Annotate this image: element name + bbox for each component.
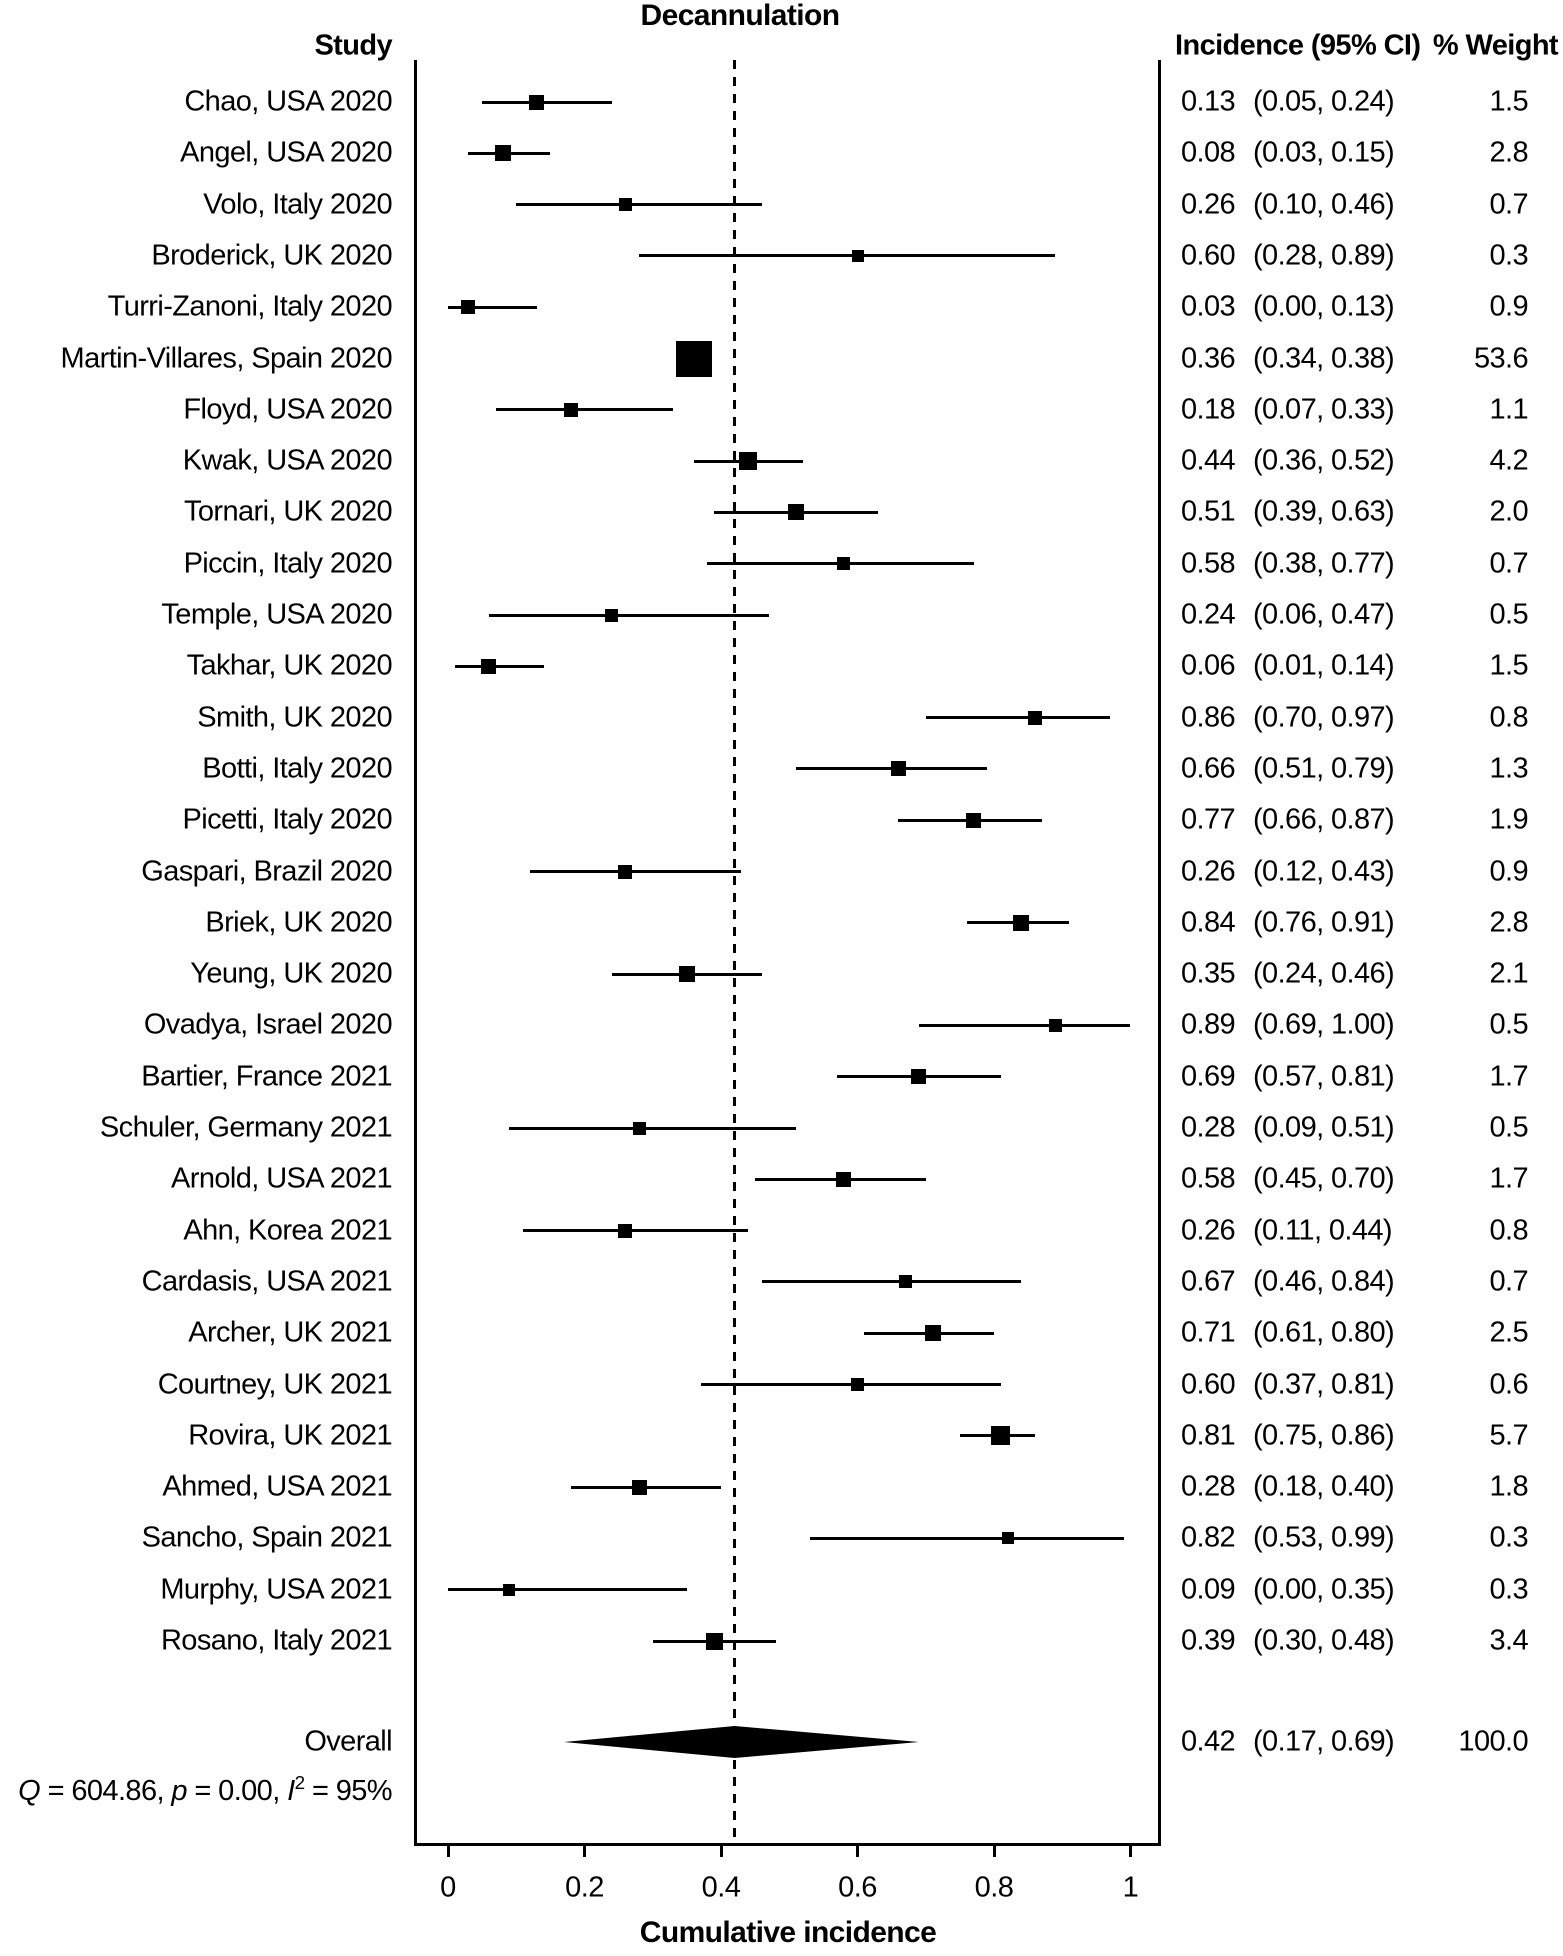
x-axis-tick-label: 1 [1122,1871,1139,1904]
study-label: Ovadya, Israel 2020 [143,1008,392,1041]
study-label: Schuler, Germany 2021 [99,1111,392,1144]
incidence-value: 0.86 [1181,701,1236,734]
ci-value: (0.57, 0.81) [1253,1060,1395,1093]
study-label: Volo, Italy 2020 [203,188,392,221]
incidence-value: 0.58 [1181,547,1236,580]
incidence-value: 0.28 [1181,1470,1236,1503]
ci-line [919,1024,1131,1027]
incidence-value: 0.82 [1181,1521,1236,1554]
ci-line [516,203,762,206]
ci-value: (0.69, 1.00) [1253,1008,1395,1041]
study-label: Tornari, UK 2020 [183,495,392,528]
ci-line [448,1588,687,1591]
heterogeneity-segment: Q [18,1774,41,1807]
x-axis-tick-label: 0.4 [701,1871,741,1904]
column-header-weight: % Weight [1432,29,1558,62]
weight-value: 2.0 [1489,495,1528,528]
study-label: Ahn, Korea 2021 [183,1214,392,1247]
heterogeneity-segment: I [287,1774,295,1807]
effect-marker [632,1480,647,1495]
weight-value: 1.5 [1489,85,1528,118]
overall-incidence-value: 0.42 [1181,1725,1236,1758]
incidence-value: 0.03 [1181,290,1236,323]
incidence-value: 0.26 [1181,855,1236,887]
effect-marker [1013,915,1029,931]
weight-value: 0.3 [1489,239,1528,272]
study-label: Temple, USA 2020 [161,598,392,631]
incidence-value: 0.26 [1181,1214,1236,1247]
ci-value: (0.75, 0.86) [1253,1419,1395,1452]
ci-value: (0.53, 0.99) [1253,1521,1395,1554]
study-label: Turri-Zanoni, Italy 2020 [107,290,392,323]
ci-line [455,665,544,668]
ci-value: (0.46, 0.84) [1253,1265,1395,1298]
ci-value: (0.66, 0.87) [1253,803,1395,836]
effect-marker [852,250,864,262]
effect-marker [1002,1532,1014,1544]
incidence-value: 0.09 [1181,1573,1236,1606]
ci-value: (0.09, 0.51) [1253,1111,1395,1144]
weight-value: 0.5 [1489,1008,1528,1041]
x-axis-tick-label: 0 [440,1871,456,1904]
weight-value: 1.7 [1489,1060,1528,1093]
ci-line [530,870,742,873]
x-axis-tick [447,1843,450,1857]
incidence-value: 0.77 [1181,803,1236,836]
ci-value: (0.11, 0.44) [1253,1214,1392,1247]
effect-marker [461,300,475,314]
ci-line [523,1229,748,1232]
incidence-value: 0.39 [1181,1624,1236,1657]
ci-value: (0.06, 0.47) [1253,598,1395,631]
weight-value: 0.6 [1489,1368,1528,1400]
heterogeneity-segment: = 0.00, [186,1774,288,1807]
x-axis-tick [993,1843,996,1857]
weight-value: 0.9 [1489,855,1528,887]
ci-value: (0.39, 0.63) [1253,495,1395,528]
x-axis-line [414,1843,1161,1846]
heterogeneity-stats [0,1774,392,1806]
weight-value: 1.9 [1489,803,1528,836]
study-label: Briek, UK 2020 [205,906,392,939]
effect-marker [706,1633,723,1650]
incidence-value: 0.36 [1181,342,1236,374]
incidence-value: 0.44 [1181,444,1236,477]
study-label: Picetti, Italy 2020 [182,803,392,836]
effect-marker [633,1122,646,1135]
x-axis-tick [1129,1843,1132,1857]
incidence-value: 0.28 [1181,1111,1236,1144]
weight-value: 5.7 [1489,1419,1528,1452]
incidence-value: 0.08 [1181,136,1236,169]
study-label: Arnold, USA 2021 [171,1162,392,1195]
weight-value: 0.7 [1489,1265,1528,1298]
effect-marker [679,966,695,982]
study-label: Archer, UK 2021 [188,1316,392,1349]
incidence-value: 0.84 [1181,906,1236,939]
incidence-value: 0.06 [1181,649,1236,682]
study-label: Rosano, Italy 2021 [160,1624,392,1657]
heterogeneity-segment: 2 [294,1772,305,1794]
ci-line [482,101,612,104]
effect-marker [619,198,632,211]
effect-marker [925,1325,941,1341]
heterogeneity-segment: = 95% [304,1774,392,1807]
effect-marker [911,1069,926,1084]
study-label: Piccin, Italy 2020 [183,547,392,580]
effect-marker [788,504,804,520]
x-axis-tick [856,1843,859,1857]
effect-marker [503,1584,515,1596]
weight-value: 2.8 [1489,136,1528,169]
ci-value: (0.00, 0.13) [1253,290,1395,323]
incidence-value: 0.67 [1181,1265,1236,1298]
ci-value: (0.61, 0.80) [1253,1316,1395,1349]
heterogeneity-segment: = 604.86, [40,1774,172,1807]
weight-value: 2.1 [1489,957,1528,990]
study-label: Floyd, USA 2020 [183,393,392,426]
ci-value: (0.45, 0.70) [1253,1162,1395,1195]
study-label: Cardasis, USA 2021 [141,1265,392,1298]
weight-value: 4.2 [1489,444,1528,477]
incidence-value: 0.66 [1181,752,1236,785]
weight-value: 0.7 [1489,547,1528,580]
x-axis-tick-label: 0.8 [974,1871,1014,1904]
study-label: Chao, USA 2020 [184,85,392,118]
ci-value: (0.36, 0.52) [1253,444,1395,477]
x-axis-tick [720,1843,723,1857]
effect-marker [851,1378,864,1391]
study-label: Yeung, UK 2020 [190,957,392,990]
effect-marker [891,761,906,776]
study-label: Bartier, France 2021 [141,1060,392,1093]
incidence-value: 0.60 [1181,239,1236,272]
incidence-value: 0.35 [1181,957,1236,990]
incidence-value: 0.26 [1181,188,1236,221]
column-header-incidence: Incidence (95% CI) [1175,29,1421,62]
weight-value: 1.3 [1489,752,1528,785]
ci-value: (0.34, 0.38) [1253,342,1395,374]
weight-value: 0.3 [1489,1521,1528,1554]
column-header-study: Study [314,29,392,62]
ci-line [810,1537,1124,1540]
incidence-value: 0.71 [1181,1316,1236,1349]
weight-value: 1.5 [1489,649,1528,682]
chart-title: Decannulation [640,0,840,32]
effect-marker [739,452,757,470]
overall-diamond [564,1726,919,1758]
ci-value: (0.12, 0.43) [1253,855,1395,887]
overall-label: Overall [304,1725,392,1758]
x-axis-label: Cumulative incidence [639,1916,937,1949]
incidence-value: 0.58 [1181,1162,1236,1195]
study-label: Takhar, UK 2020 [186,649,392,682]
incidence-value: 0.51 [1181,495,1236,528]
overall-estimate-dashed-line [733,60,736,1843]
weight-value: 0.3 [1489,1573,1528,1606]
ci-value: (0.70, 0.97) [1253,701,1395,734]
weight-value: 1.1 [1489,393,1528,426]
incidence-value: 0.89 [1181,1008,1236,1041]
weight-value: 0.9 [1489,290,1528,323]
incidence-value: 0.81 [1181,1419,1236,1452]
weight-value: 0.8 [1489,1214,1528,1247]
ci-value: (0.18, 0.40) [1253,1470,1395,1503]
ci-value: (0.07, 0.33) [1253,393,1395,426]
incidence-value: 0.13 [1181,85,1236,118]
effect-marker [837,557,850,570]
incidence-value: 0.69 [1181,1060,1236,1093]
study-label: Kwak, USA 2020 [182,444,392,477]
weight-value: 0.8 [1489,701,1528,734]
study-label: Rovira, UK 2021 [188,1419,392,1452]
ci-line [762,1280,1021,1283]
weight-value: 0.5 [1489,598,1528,631]
ci-value: (0.38, 0.77) [1253,547,1395,580]
ci-line [489,614,769,617]
study-label: Martin-Villares, Spain 2020 [60,342,392,374]
x-axis-tick-label: 0.6 [838,1871,877,1904]
effect-marker [1028,711,1042,725]
effect-marker [966,813,981,828]
weight-value: 53.6 [1473,342,1528,374]
study-label: Courtney, UK 2021 [157,1368,392,1400]
effect-marker [991,1426,1010,1445]
overall-ci-value: (0.17, 0.69) [1253,1725,1395,1758]
ci-value: (0.24, 0.46) [1253,957,1395,990]
ci-value: (0.05, 0.24) [1253,85,1395,118]
effect-marker [564,403,578,417]
weight-value: 1.7 [1489,1162,1528,1195]
ci-value: (0.28, 0.89) [1253,239,1395,272]
ci-value: (0.00, 0.35) [1253,1573,1395,1606]
weight-value: 3.4 [1489,1624,1528,1657]
overall-weight-value: 100.0 [1458,1725,1528,1758]
weight-value: 1.8 [1489,1470,1528,1503]
ci-value: (0.37, 0.81) [1253,1368,1395,1400]
ci-line [639,254,1055,257]
ci-value: (0.30, 0.48) [1253,1624,1395,1657]
effect-marker [899,1275,912,1288]
weight-value: 2.8 [1489,906,1528,939]
effect-marker [836,1172,851,1187]
effect-marker [481,659,496,674]
weight-value: 0.7 [1489,188,1528,221]
ci-value: (0.76, 0.91) [1253,906,1395,939]
effect-marker [1049,1019,1062,1032]
ci-value: (0.10, 0.46) [1253,188,1395,221]
effect-marker [605,609,618,622]
weight-value: 0.5 [1489,1111,1528,1144]
ci-value: (0.03, 0.15) [1253,136,1395,169]
plot-right-border [1158,60,1161,1846]
ci-value: (0.01, 0.14) [1253,649,1395,682]
study-label: Gaspari, Brazil 2020 [141,855,392,887]
study-label: Botti, Italy 2020 [202,752,392,785]
study-label: Murphy, USA 2021 [160,1573,392,1606]
study-label: Broderick, UK 2020 [151,239,392,272]
effect-marker [495,145,511,161]
incidence-value: 0.60 [1181,1368,1236,1400]
study-label: Smith, UK 2020 [197,701,392,734]
study-label: Ahmed, USA 2021 [162,1470,392,1503]
effect-marker [618,865,632,879]
weight-value: 2.5 [1489,1316,1528,1349]
ci-value: (0.51, 0.79) [1253,752,1395,785]
ci-line [496,408,673,411]
effect-marker [676,341,712,377]
effect-marker [529,95,544,110]
heterogeneity-segment: p [171,1774,187,1807]
x-axis-tick-label: 0.2 [565,1871,604,1904]
study-label: Sancho, Spain 2021 [141,1521,392,1554]
ci-line [926,716,1110,719]
study-label: Angel, USA 2020 [180,136,392,169]
ci-line [509,1127,796,1130]
incidence-value: 0.24 [1181,598,1236,631]
effect-marker [618,1224,632,1238]
incidence-value: 0.18 [1181,393,1236,426]
x-axis-tick [583,1843,586,1857]
plot-left-border [414,60,417,1846]
